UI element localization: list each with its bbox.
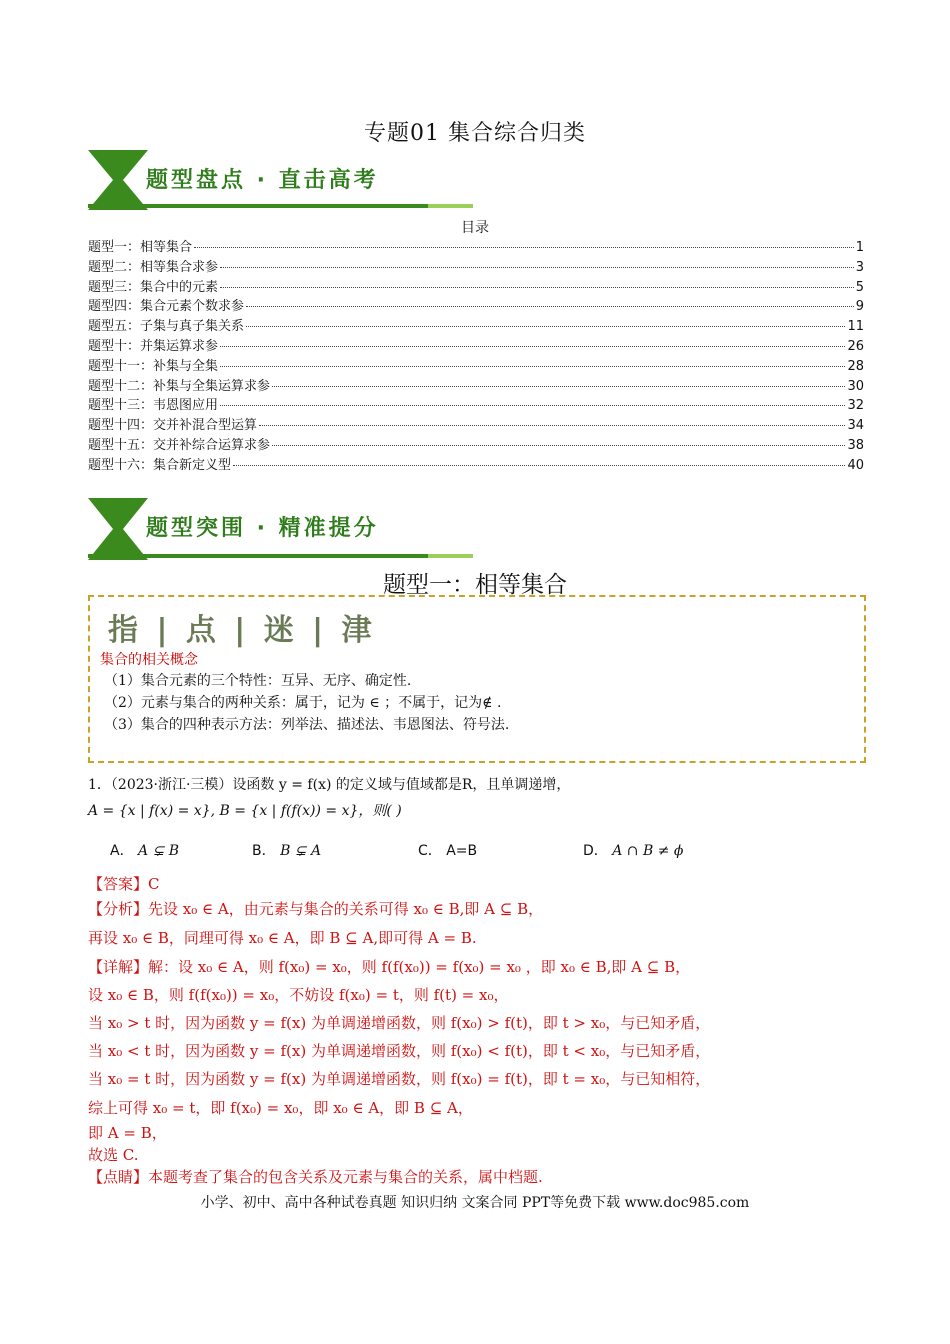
toc-item[interactable] [88, 394, 864, 414]
option-text: A ⊊ B [138, 843, 180, 859]
toc-item-page: 5 [855, 279, 864, 295]
toc-leader-dots [220, 267, 854, 268]
option-label: C． [418, 843, 442, 859]
toc-item-page: 1 [855, 240, 864, 255]
toc-item-label: 题型二：相等集合求参 [88, 259, 219, 275]
toc-item-label: 题型十二：补集与全集运算求参 [88, 378, 271, 394]
toc-item-label: 题型十四：交并补混合型运算 [88, 418, 258, 434]
option-d [583, 840, 683, 860]
toc-item-page: 30 [847, 378, 864, 394]
solution-line: 【详解】解：设 x₀ ∈ A，则 f(x₀) = x₀，则 f(f(x₀)) = f(x₀) = x₀ ，即 x₀ ∈ B,即 A ⊆ B， [88, 958, 691, 976]
page-footer: 小学、初中、高中各种试卷真题 知识归纳 文案合同 PPT等免费下载 www.doc985.com [200, 1195, 750, 1211]
comment-line: 【点睛】本题考查了集合的包含关系及元素与集合的关系，属中档题. [88, 1168, 543, 1186]
solution-line: 即 A = B， [88, 1124, 167, 1142]
banner-overview [88, 150, 473, 210]
question-sets: A = {x | f(x) = x}, B = {x | f(f(x)) = x}，则( ) [88, 803, 402, 819]
toc-leader-dots [220, 366, 845, 367]
toc-item-page: 34 [847, 418, 864, 434]
toc-leader-dots [246, 326, 845, 327]
toc-item-page: 11 [847, 319, 864, 335]
option-label: A． [110, 843, 134, 859]
option-text: A=B [446, 843, 478, 859]
option-c [418, 840, 477, 860]
toc-item-label: 题型三：集合中的元素 [88, 279, 219, 295]
toc-item[interactable] [88, 256, 864, 276]
table-of-contents [88, 236, 864, 474]
toc-item-label: 题型一：相等集合 [88, 240, 193, 255]
toc-item-page: 3 [855, 259, 864, 275]
answer-line: 【答案】C [88, 875, 160, 893]
banner-practice [88, 498, 473, 558]
toc-item-label: 题型十三：韦恩图应用 [88, 398, 219, 414]
toc-item-page: 38 [847, 437, 864, 453]
page-title: 专题01 集合综合归类 [364, 121, 586, 146]
toc-leader-dots [220, 405, 845, 406]
tip-line: （2）元素与集合的两种关系：属于，记为 ∈ ；不属于，记为∉ . [104, 695, 502, 711]
analysis-line: 【分析】先设 x₀ ∈ A，由元素与集合的关系可得 x₀ ∈ B,即 A ⊆ B， [88, 900, 544, 918]
toc-item[interactable] [88, 236, 864, 256]
option-b [252, 840, 321, 860]
toc-leader-dots [220, 287, 854, 288]
toc-leader-dots [194, 247, 854, 248]
tip-heading: 指 | 点 | 迷 | 津 [108, 613, 376, 648]
toc-leader-dots [220, 346, 845, 347]
toc-item-page: 28 [847, 358, 864, 374]
toc-item[interactable] [88, 355, 864, 375]
toc-item-label: 题型十一：补集与全集 [88, 358, 219, 374]
banner-overview-text: 题型盘点 · 直击高考 [146, 168, 379, 193]
analysis-line: 再设 x₀ ∈ B，同理可得 x₀ ∈ A，即 B ⊆ A,即可得 A = B. [88, 929, 477, 947]
toc-item[interactable] [88, 276, 864, 296]
option-text: A ∩ B ≠ ϕ [612, 843, 684, 859]
solution-line: 当 x₀ = t 时，因为函数 y = f(x) 为单调递增函数，则 f(x₀) = f(t)，即 t = x₀，与已知相符， [88, 1070, 711, 1088]
tip-line: （3）集合的四种表示方法：列举法、描述法、韦恩图法、符号法. [104, 717, 510, 733]
toc-item[interactable] [88, 434, 864, 454]
toc-item-page: 32 [847, 398, 864, 414]
solution-line: 当 x₀ < t 时，因为函数 y = f(x) 为单调递增函数，则 f(x₀) < f(t)，即 t < x₀，与已知矛盾， [88, 1042, 711, 1060]
option-label: B． [252, 843, 276, 859]
toc-leader-dots [233, 465, 845, 466]
option-label: D． [583, 843, 608, 859]
solution-line: 故选 C. [88, 1146, 139, 1164]
solution-line: 设 x₀ ∈ B，则 f(f(x₀)) = x₀，不妨设 f(x₀) = t，则 f(t) = x₀， [88, 986, 509, 1004]
toc-leader-dots [272, 386, 845, 387]
solution-line: 综上可得 x₀ = t，即 f(x₀) = x₀，即 x₀ ∈ A，即 B ⊆ A， [88, 1099, 473, 1117]
solution-line: 当 x₀ > t 时，因为函数 y = f(x) 为单调递增函数，则 f(x₀) > f(t)，即 t > x₀，与已知矛盾， [88, 1014, 711, 1032]
toc-item-page: 26 [847, 338, 864, 354]
toc-item[interactable] [88, 335, 864, 355]
toc-item[interactable] [88, 315, 864, 335]
tip-subheading: 集合的相关概念 [100, 652, 198, 668]
toc-leader-dots [259, 425, 845, 426]
question-stem: 1．（2023·浙江·三模）设函数 y = f(x) 的定义域与值域都是R，且单调递增， [88, 777, 571, 793]
toc-item-page: 40 [847, 457, 864, 473]
toc-item-label: 题型四：集合元素个数求参 [88, 299, 245, 315]
toc-item-label: 题型十六：集合新定义型 [88, 457, 232, 473]
section-title: 题型一：相等集合 [383, 572, 567, 598]
toc-item[interactable] [88, 295, 864, 315]
toc-item[interactable] [88, 414, 864, 434]
toc-leader-dots [272, 445, 845, 446]
toc-title: 目录 [461, 220, 489, 236]
toc-item-label: 题型五：子集与真子集关系 [88, 319, 245, 335]
toc-item[interactable] [88, 375, 864, 395]
option-a [110, 840, 179, 860]
toc-item[interactable] [88, 454, 864, 474]
tip-box [88, 595, 866, 763]
toc-item-label: 题型十：并集运算求参 [88, 338, 219, 354]
option-text: B ⊊ A [280, 843, 322, 859]
toc-item-label: 题型十五：交并补综合运算求参 [88, 437, 271, 453]
tip-line: （1）集合元素的三个特性：互异、无序、确定性. [104, 673, 412, 689]
toc-leader-dots [246, 306, 854, 307]
toc-item-page: 9 [855, 299, 864, 315]
banner-practice-text: 题型突围 · 精准提分 [146, 516, 379, 541]
